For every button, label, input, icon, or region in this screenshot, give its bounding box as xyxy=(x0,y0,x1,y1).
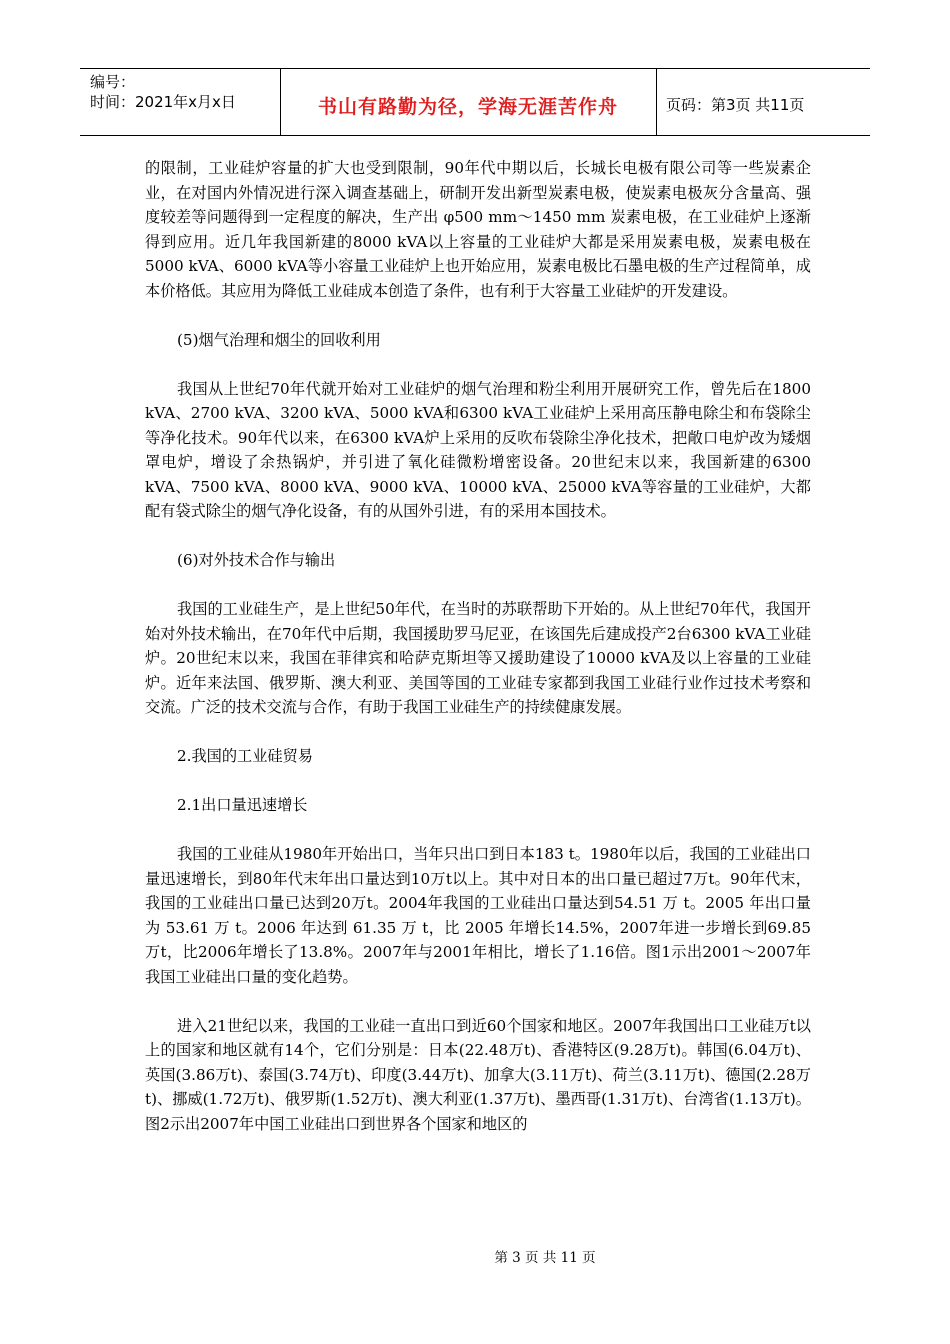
section-heading-flue-gas: (5)烟气治理和烟尘的回收利用 xyxy=(177,330,381,349)
header-motto: 书山有路勤为径，学海无涯苦作舟 xyxy=(317,95,618,118)
section-heading-trade: 2.我国的工业硅贸易 xyxy=(177,747,313,765)
page-header xyxy=(80,68,870,136)
paragraph-flue-gas: 我国从上世纪70年代就开始对工业硅炉的烟气治理和粉尘利用开展研究工作，曾先后在1800 kVA、2700 kVA、3200 kVA、5000 kVA和6300 kVA工业硅炉上采用高压静电除尘和布袋除尘等净化技术。90年代以来，在6300 kVA炉上采用的反吹布袋除尘净化技术，把敞口电炉改为矮烟罩电炉，增设了余热锅炉，并引进了氧化硅微粉增密设备。20世纪末以来，我国新建的6300 kVA、7500 kVA、8000 kVA、9000 kVA、10000 kVA、25000 kVA等容量的工业硅炉，大都配有袋式除尘的烟气净化设备，有的从国外引进，有的采用本国技术。 xyxy=(145,379,811,520)
header-info-cell xyxy=(80,69,281,135)
paragraph-cooperation: 我国的工业硅生产，是上世纪50年代，在当时的苏联帮助下开始的。从上世纪70年代，我国开始对外技术输出，在70年代中后期，我国援助罗马尼亚，在该国先后建成投产2台6300 kVA工业硅炉。20世纪末以来，我国在菲律宾和哈萨克斯坦等又援助建设了10000 kVA及以上容量的工业硅炉。近年来法国、俄罗斯、澳大利亚、美国等国的工业硅专家都到我国工业硅行业作过技术考察和交流。广泛的技术交流与合作，有助于我国工业硅生产的持续健康发展。 xyxy=(145,600,811,716)
doc-code-label: 编号： xyxy=(90,73,136,91)
paragraph-export-destinations: 进入21世纪以来，我国的工业硅一直出口到近60个国家和地区。2007年我国出口工业硅万t以上的国家和地区就有14个，它们分别是：日本(22.48万t)、香港特区(9.28万t)。韩国(6.04万t)、英国(3.86万t)、泰国(3.74万t)、印度(3.44万t)、加拿大(3.11万t)、荷兰(3.11万t)、德国(2.28万t)、挪威(1.72万t)、俄罗斯(1.52万t)、澳大利亚(1.37万t)、墨西哥(1.31万t)、台湾省(1.13万t)。图2示出2007年中国工业硅出口到世界各个国家和地区的 xyxy=(145,1016,811,1133)
header-page-info: 页码：第3页 共11页 xyxy=(666,95,805,114)
paragraph-export-growth: 我国的工业硅从1980年开始出口，当年只出口到日本183 t。1980年以后，我国的工业硅出口量迅速增长，到80年代末年出口量达到10万t以上。其中对日本的出口量已超过7万t。90年代末，我国的工业硅出口量已达到20万t。2004年我国的工业硅出口量达到54.51 万 t。2005 年出口量为 53.61 万 t。2006 年达到 61.35 万 t，比 2005 年增长14.5%，2007年进一步增长到69.85万t，比2006年增长了13.8%。2007年与2001年相比，增长了1.16倍。图1示出2001～2007年我国工业硅出口量的变化趋势。 xyxy=(145,845,811,986)
header-page-cell xyxy=(656,69,870,135)
document-body xyxy=(145,156,811,1161)
paragraph-electrode: 的限制，工业硅炉容量的扩大也受到限制，90年代中期以后，长城长电极有限公司等一些炭素企业，在对国内外情况进行深入调查基础上，研制开发出新型炭素电极，使炭素电极灰分含量高、强度较差等问题得到一定程度的解决，生产出 φ500 mm～1450 mm 炭素电极，在工业硅炉上逐渐得到应用。近几年我国新建的8000 kVA以上容量的工业硅炉大都是采用炭素电极，炭素电极在5000 kVA、6000 kVA等小容量工业硅炉上也开始应用，炭素电极比石墨电极的生产过程简单，成本价格低。其应用为降低工业硅成本创造了条件，也有利于大容量工业硅炉的开发建设。 xyxy=(145,159,811,300)
footer-page-number: 第 3 页 共 11 页 xyxy=(494,1250,596,1266)
section-heading-cooperation: (6)对外技术合作与输出 xyxy=(177,551,336,569)
doc-time-label: 时间：2021年x月x日 xyxy=(90,93,236,111)
page-footer xyxy=(0,1246,950,1266)
section-heading-export-growth: 2.1出口量迅速增长 xyxy=(177,796,308,814)
header-motto-cell xyxy=(280,69,657,135)
